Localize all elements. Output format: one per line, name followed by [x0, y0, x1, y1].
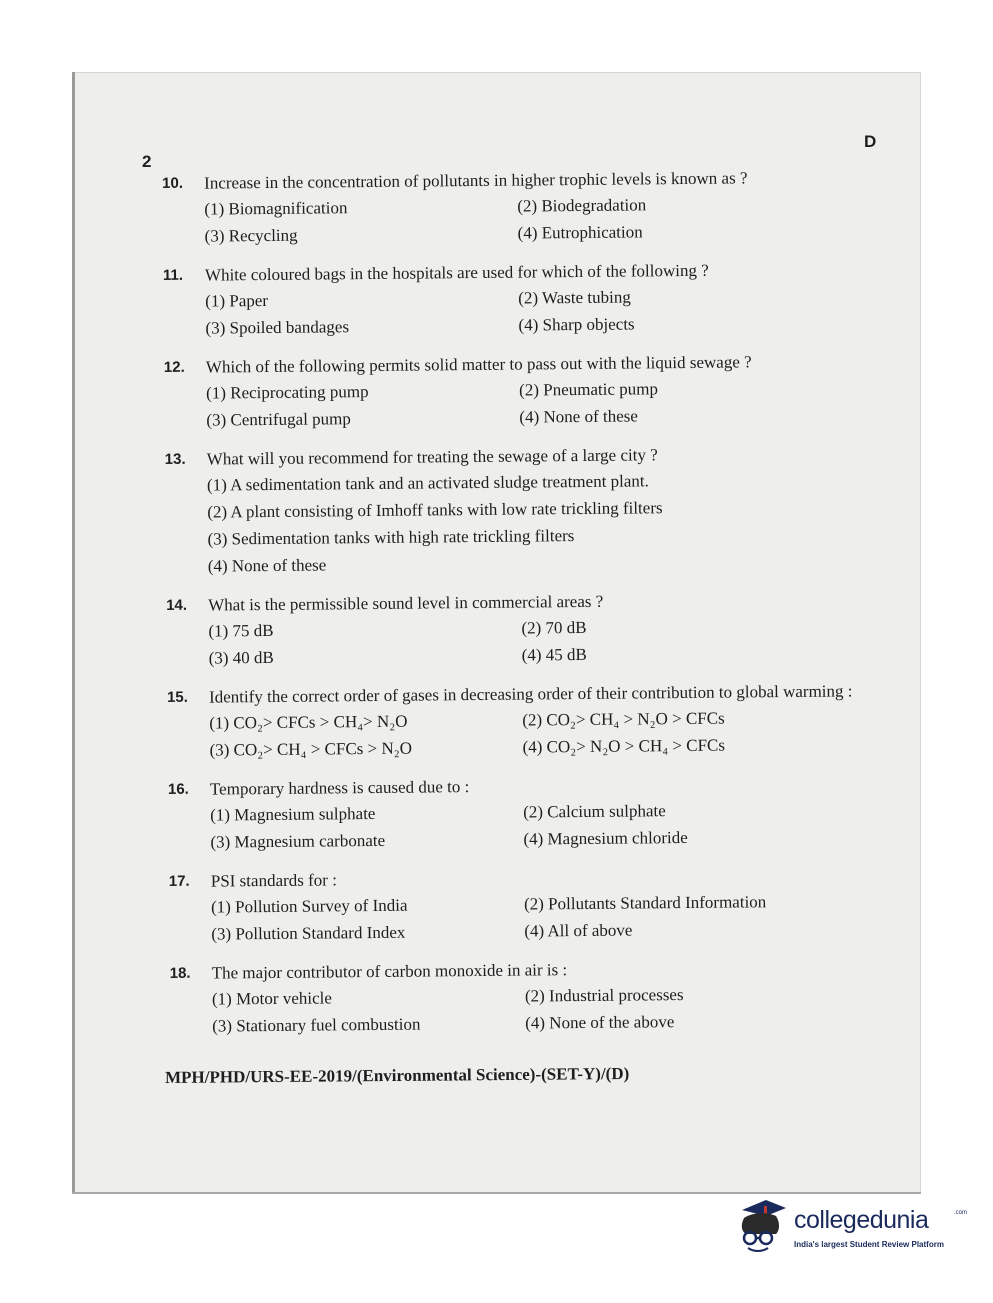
option-4: (4) 45 dB: [521, 644, 587, 665]
question-number: 16.: [167, 780, 189, 798]
question-11: [163, 257, 894, 342]
question-text: Which of the following permits solid matter to pass out with the liquid sewage ?: [205, 352, 752, 377]
option-2: (2) Pollutants Standard Information: [523, 892, 767, 914]
question-17: [169, 863, 900, 948]
option-2: (2) Calcium sulphate: [523, 801, 666, 822]
option-1: (1) A sedimentation tank and an activated sludge treatment plant.: [206, 471, 649, 495]
option-4: (4) None of the above: [525, 1012, 675, 1033]
question-text: Identify the correct order of gases in decreasing order of their contribution to global warming :: [208, 681, 853, 707]
question-number: 18.: [169, 964, 191, 982]
option-1: (1) CO₂> CFCs > CH₄> N₂O: [209, 711, 408, 733]
question-text: What is the permissible sound level in commercial areas ?: [208, 591, 604, 615]
question-text: What will you recommend for treating the sewage of a large city ?: [206, 445, 658, 469]
question-number: 13.: [164, 450, 186, 468]
question-number: 10.: [162, 174, 184, 192]
option-1: (1) Pollution Survey of India: [210, 895, 408, 917]
option-2: (2) Pneumatic pump: [519, 379, 659, 400]
question-18: [170, 955, 901, 1040]
brand-tagline: India's largest Student Review Platform: [794, 1240, 944, 1249]
option-3: (3) Recycling: [204, 225, 298, 246]
option-1: (1) Motor vehicle: [211, 988, 332, 1009]
option-4: (4) Eutrophication: [517, 222, 643, 243]
option-3: (3) CO₂> CH₄ > CFCs > N₂O: [209, 738, 413, 760]
option-4: (4) Magnesium chloride: [523, 827, 688, 849]
question-number: 14.: [166, 596, 188, 614]
option-1: (1) 75 dB: [208, 620, 274, 641]
option-4: (4) None of these: [519, 406, 638, 427]
option-3: (3) Pollution Standard Index: [211, 922, 406, 944]
scan-left-edge: [72, 72, 75, 1194]
question-number: 11.: [162, 266, 184, 284]
option-2: (2) 70 dB: [521, 617, 587, 638]
option-2: (2) Biodegradation: [517, 195, 647, 216]
option-3: (3) Stationary fuel combustion: [212, 1014, 421, 1036]
set-code: D: [864, 132, 877, 151]
question-number: 15.: [166, 688, 188, 706]
scan-bottom-edge: [72, 1192, 921, 1194]
option-3: (3) Sedimentation tanks with high rate trickling filters: [207, 526, 575, 549]
option-4: (4) None of these: [207, 555, 327, 576]
question-number: 12.: [163, 358, 185, 376]
question-13: [165, 441, 896, 580]
question-text: Temporary hardness is caused due to :: [209, 777, 470, 799]
question-list: [162, 165, 900, 1054]
footer-exam-code: MPH/PHD/URS-EE-2019/(Environmental Science)-(SET-Y)/(D): [165, 1063, 630, 1087]
collegedunia-watermark: [736, 1196, 966, 1258]
brand-name: collegedunia: [794, 1206, 929, 1234]
option-2: (2) Waste tubing: [518, 287, 631, 308]
option-3: (3) Magnesium carbonate: [210, 830, 386, 852]
option-1: (1) Biomagnification: [204, 198, 348, 219]
option-2: (2) CO₂> CH₄ > N₂O > CFCs: [522, 708, 725, 730]
question-14: [166, 587, 897, 672]
question-text: White coloured bags in the hospitals are used for which of the following ?: [204, 260, 709, 285]
question-15: [167, 679, 898, 764]
option-4: (4) Sharp objects: [518, 314, 635, 335]
question-text: The major contributor of carbon monoxide in air is :: [211, 960, 568, 983]
page-number: 2: [142, 152, 152, 171]
option-4: (4) CO₂> N₂O > CH₄ > CFCs: [522, 735, 726, 757]
option-3: (3) 40 dB: [208, 647, 274, 668]
option-3: (3) Centrifugal pump: [206, 409, 351, 430]
option-1: (1) Paper: [205, 290, 269, 311]
option-2: (2) A plant consisting of Imhoff tanks with low rate trickling filters: [207, 498, 663, 522]
option-2: (2) Industrial processes: [524, 985, 684, 1006]
question-text: Increase in the concentration of pollutants in higher trophic levels is known as ?: [204, 168, 748, 193]
option-3: (3) Spoiled bandages: [205, 317, 350, 338]
question-number: 17.: [168, 872, 190, 890]
brand-domain: .com: [954, 1210, 968, 1216]
collegedunia-logo-icon: [736, 1196, 788, 1254]
question-10: [162, 165, 893, 250]
option-1: (1) Magnesium sulphate: [210, 803, 376, 825]
question-text: PSI standards for :: [210, 870, 337, 891]
option-4: (4) All of above: [524, 920, 633, 941]
option-1: (1) Reciprocating pump: [206, 382, 369, 403]
question-12: [164, 349, 895, 434]
question-16: [168, 771, 899, 856]
